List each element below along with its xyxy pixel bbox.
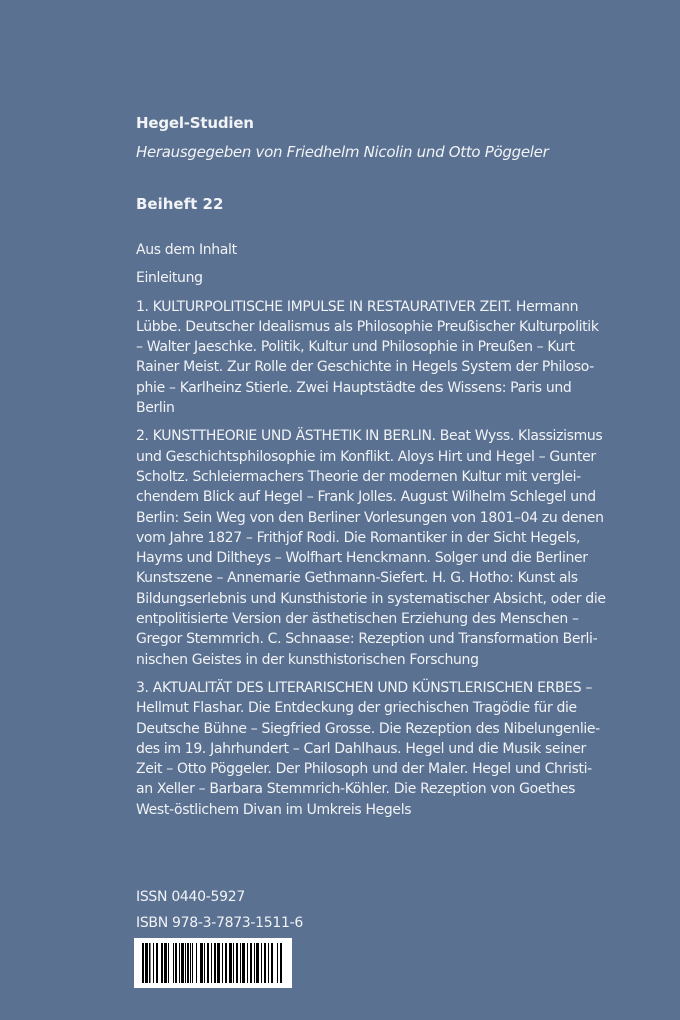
editors-line: Herausgegeben von Friedhelm Nicolin und Otto Pöggeler <box>136 143 549 161</box>
section-line: Rainer Meist. Zur Rolle der Geschichte in Hegels System der Philoso- <box>136 359 594 376</box>
section-line: Hellmut Flashar. Die Entdeckung der griechischen Tragödie für die <box>136 700 577 717</box>
section-line: phie – Karlheinz Stierle. Zwei Hauptstädte des Wissens: Paris und <box>136 379 572 396</box>
table-of-contents <box>136 240 606 828</box>
section-line: Zeit – Otto Pöggeler. Der Philosoph und der Maler. Hegel und Christi- <box>136 761 592 778</box>
section-line: chendem Blick auf Hegel – Frank Jolles. August Wilhelm Schlegel und <box>136 489 596 506</box>
section-1 <box>136 297 599 419</box>
section-line: Deutsche Bühne – Siegfried Grosse. Die Rezeption des Nibelungenlie- <box>136 720 600 737</box>
series-title: Hegel-Studien <box>136 114 254 132</box>
section-line: – Walter Jaeschke. Politik, Kultur und Philosophie in Preußen – Kurt <box>136 339 575 356</box>
section-line: des im 19. Jahrhundert – Carl Dahlhaus. Hegel und die Musik seiner <box>136 740 586 757</box>
section-line: entpolitisierte Version der ästhetischen Erziehung des Menschen – <box>136 611 579 628</box>
section-line: vom Jahre 1827 – Frithjof Rodi. Die Romantiker in der Sicht Hegels, <box>136 529 581 546</box>
section-2 <box>136 426 606 670</box>
issn-number: ISSN 0440-5927 <box>136 889 245 905</box>
section-line: Bildungserlebnis und Kunsthistorie in systematischer Absicht, oder die <box>136 590 606 607</box>
volume-number: Beiheft 22 <box>136 195 224 213</box>
section-line: 1. KULTURPOLITISCHE IMPULSE IN RESTAURATIVER ZEIT. Hermann <box>136 298 579 315</box>
section-line: an Xeller – Barbara Stemmrich-Köhler. Die Rezeption von Goethes <box>136 781 576 798</box>
barcode-icon <box>134 938 292 988</box>
isbn-number: ISBN 978-3-7873-1511-6 <box>136 915 303 931</box>
section-line: Gregor Stemmrich. C. Schnaase: Rezeption und Transformation Berli- <box>136 631 598 648</box>
section-line: und Geschichtsphilosophie im Konflikt. Aloys Hirt und Hegel – Gunter <box>136 448 596 465</box>
section-line: nischen Geistes in der kunsthistorischen Forschung <box>136 651 479 668</box>
section-line: Lübbe. Deutscher Idealismus als Philosophie Preußischer Kulturpolitik <box>136 318 599 335</box>
barcode-bars <box>142 943 286 983</box>
section-3 <box>136 678 600 820</box>
section-line: Kunstszene – Annemarie Gethmann-Siefert. H. G. Hotho: Kunst als <box>136 570 578 587</box>
section-line: Scholtz. Schleiermachers Theorie der modernen Kultur mit verglei- <box>136 468 581 485</box>
section-line: Berlin: Sein Weg von den Berliner Vorlesungen von 1801–04 zu denen <box>136 509 604 526</box>
section-line: 3. AKTUALITÄT DES LITERARISCHEN UND KÜNSTLERISCHEN ERBES – <box>136 679 593 696</box>
contents-heading: Aus dem Inhalt <box>136 242 237 258</box>
section-line: 2. KUNSTTHEORIE UND ÄSTHETIK IN BERLIN. Beat Wyss. Klassizismus <box>136 428 603 445</box>
section-line: Berlin <box>136 400 175 417</box>
section-line: West-östlichem Divan im Umkreis Hegels <box>136 801 412 818</box>
contents-intro: Einleitung <box>136 270 203 287</box>
section-line: Hayms und Diltheys – Wolfhart Henckmann. Solger und die Berliner <box>136 550 588 567</box>
